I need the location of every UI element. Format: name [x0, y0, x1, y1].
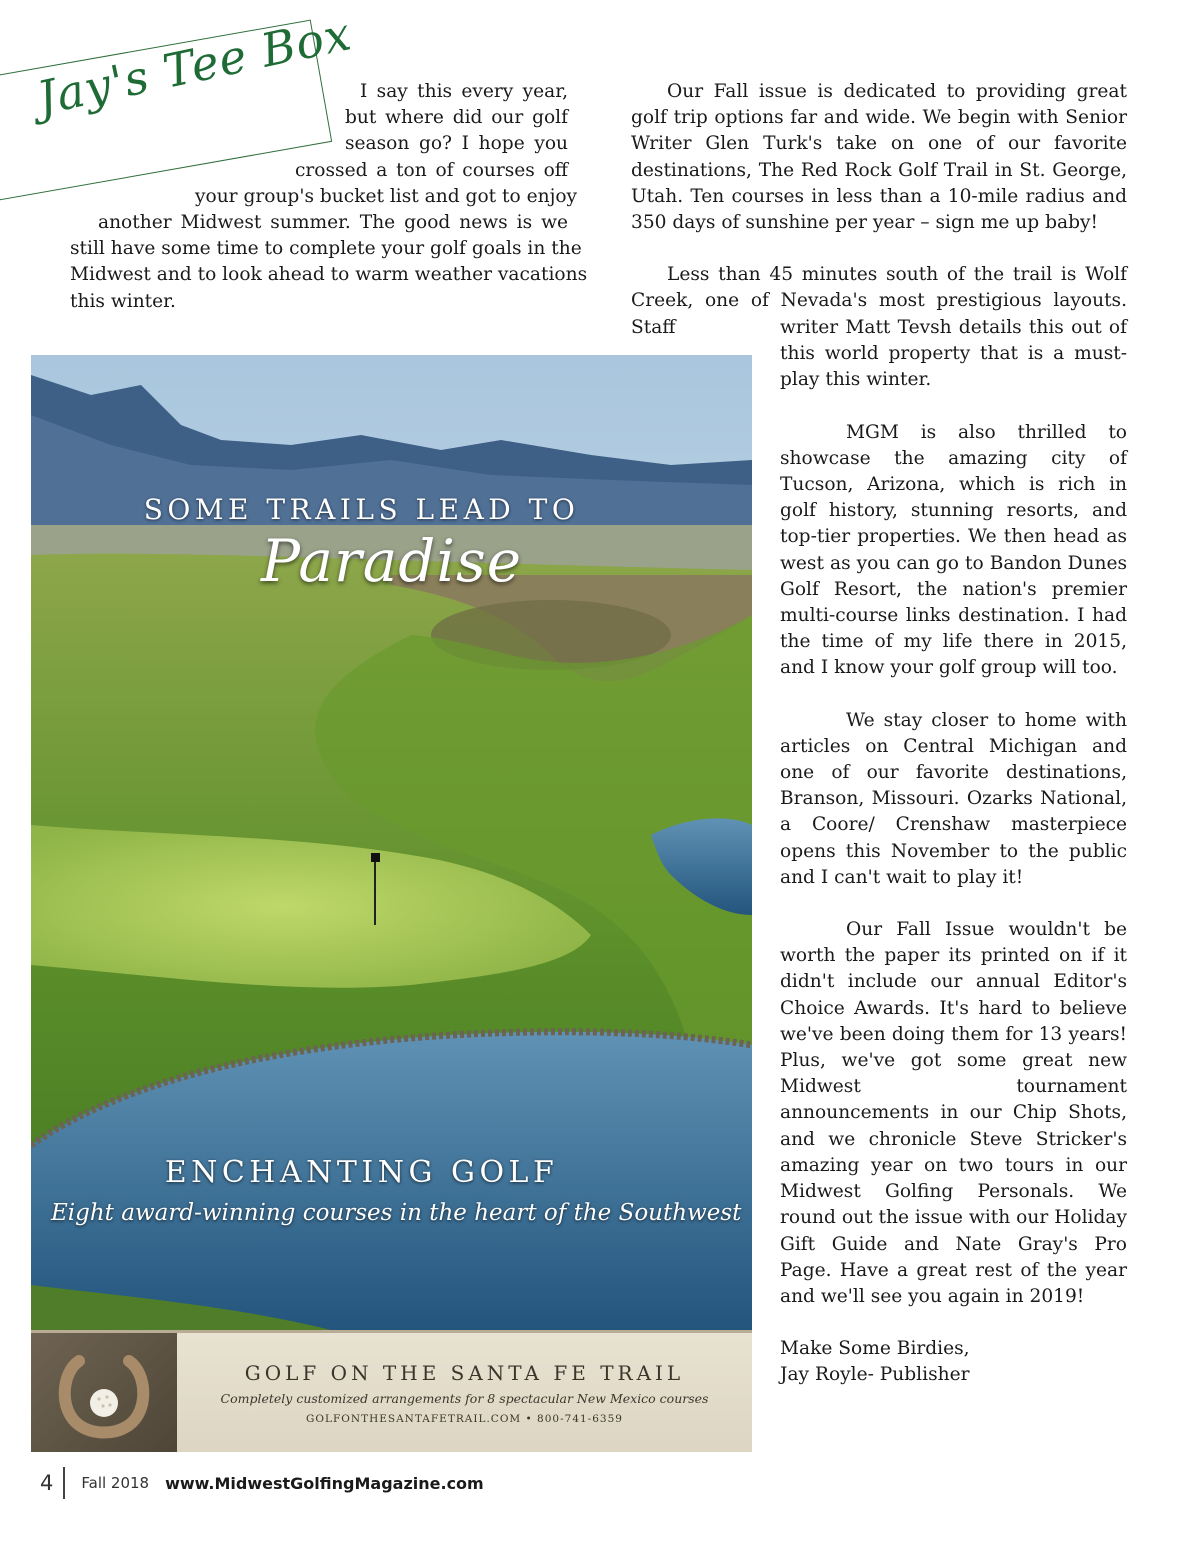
paragraph-fall-issue: Our Fall issue is dedicated to providing great golf trip options far and wide. We begin with Senior Writer Glen Turk's take on one of our favorite destinations, The Red Rock Golf Trail in St. George, Utah. Ten courses in less than a 10-mile radius and 350 days of sunshine per year – sign me up baby!: [631, 81, 1127, 234]
left-line: but where did our golf: [345, 107, 568, 129]
ad-banner: [31, 1330, 752, 1452]
banner-title: GOLF ON THE SANTA FE TRAIL: [244, 1361, 685, 1385]
banner-subtitle: Completely customized arrangements for 8 spectacular New Mexico courses: [220, 1391, 709, 1406]
ad-script-title: Paradise: [261, 527, 523, 595]
paragraph-closer-to-home: We stay closer to home with articles on Central Michigan and one of our favorite destinations, Branson, Missouri. Ozarks National, a Coore/ Crenshaw masterpiece opens this November to the public and I can't wait to play it!: [780, 709, 1127, 888]
signoff: [780, 1336, 1127, 1388]
horseshoe-golfball-logo: [31, 1333, 177, 1452]
ad-subline: Eight award-winning courses in the heart of the Southwest: [51, 1200, 742, 1226]
right-top-text: [631, 79, 1127, 341]
left-line: Midwest and to look ahead to warm weather vacations: [70, 264, 588, 286]
left-line: season go? I hope you: [345, 133, 568, 155]
ad-tagline: ENCHANTING GOLF: [164, 1155, 559, 1190]
ad-headline: SOME TRAILS LEAD TO: [143, 493, 580, 526]
magazine-url: www.MidwestGolfingMagazine.com: [165, 1473, 484, 1493]
column-title: Jay's Tee Box: [32, 6, 356, 126]
signoff-author: Jay Royle- Publisher: [780, 1364, 970, 1386]
paragraph-editors-choice: Our Fall Issue wouldn't be worth the paper its printed on if it didn't include our annual Editor's Choice Awards. It's hard to believe we've been doing them for 13 years! Plus, we've got some great new Midwest tournament announcements in our Chip Shots, and we chronicle Steve Stricker's amazing year on two tours in our Midwest Golfing Personals. We round out the issue with our Holiday Gift Guide and Nate Gray's Pro Page. Have a great rest of the year and we'll see you again in 2019!: [780, 919, 1127, 1307]
page-number: 4: [40, 1471, 54, 1495]
paragraph-wolf-creek-head: Less than 45 minutes south of the trail is Wolf Creek, one of Nevada's most prestigious layouts. Staff: [631, 264, 1127, 338]
left-line: still have some time to complete your golf goals in the: [70, 238, 582, 260]
paragraph-mgm: MGM is also thrilled to showcase the amazing city of Tucson, Arizona, which is rich in golf history, stunning resorts, and top-tier properties. We then head as west as you can go to Bandon Dunes Golf Resort, the nation's premier multi-course links destination. I had the time of my life there in 2015, and I know your golf group will too.: [780, 421, 1127, 679]
right-column-text: [780, 315, 1127, 1389]
page-footer: [40, 1466, 484, 1500]
left-column-text: [70, 79, 588, 315]
left-line: another Midwest summer. The good news is we: [98, 212, 568, 234]
left-line: crossed a ton of courses off: [295, 159, 568, 181]
left-line: this winter.: [70, 290, 176, 312]
santa-fe-trail-ad: [31, 355, 752, 1452]
signoff-line: Make Some Birdies,: [780, 1338, 970, 1360]
issue-label: Fall 2018: [81, 1474, 150, 1492]
left-line: I say this every year,: [360, 81, 568, 102]
footer-divider: [63, 1467, 65, 1499]
paragraph-wolf-creek-tail: writer Matt Tevsh details this out of this world property that is a must-play this winter.: [780, 317, 1127, 391]
banner-contact: GOLFONTHESANTAFETRAIL.COM • 800-741-6359: [306, 1413, 623, 1425]
left-line: your group's bucket list and got to enjoy: [195, 185, 578, 207]
